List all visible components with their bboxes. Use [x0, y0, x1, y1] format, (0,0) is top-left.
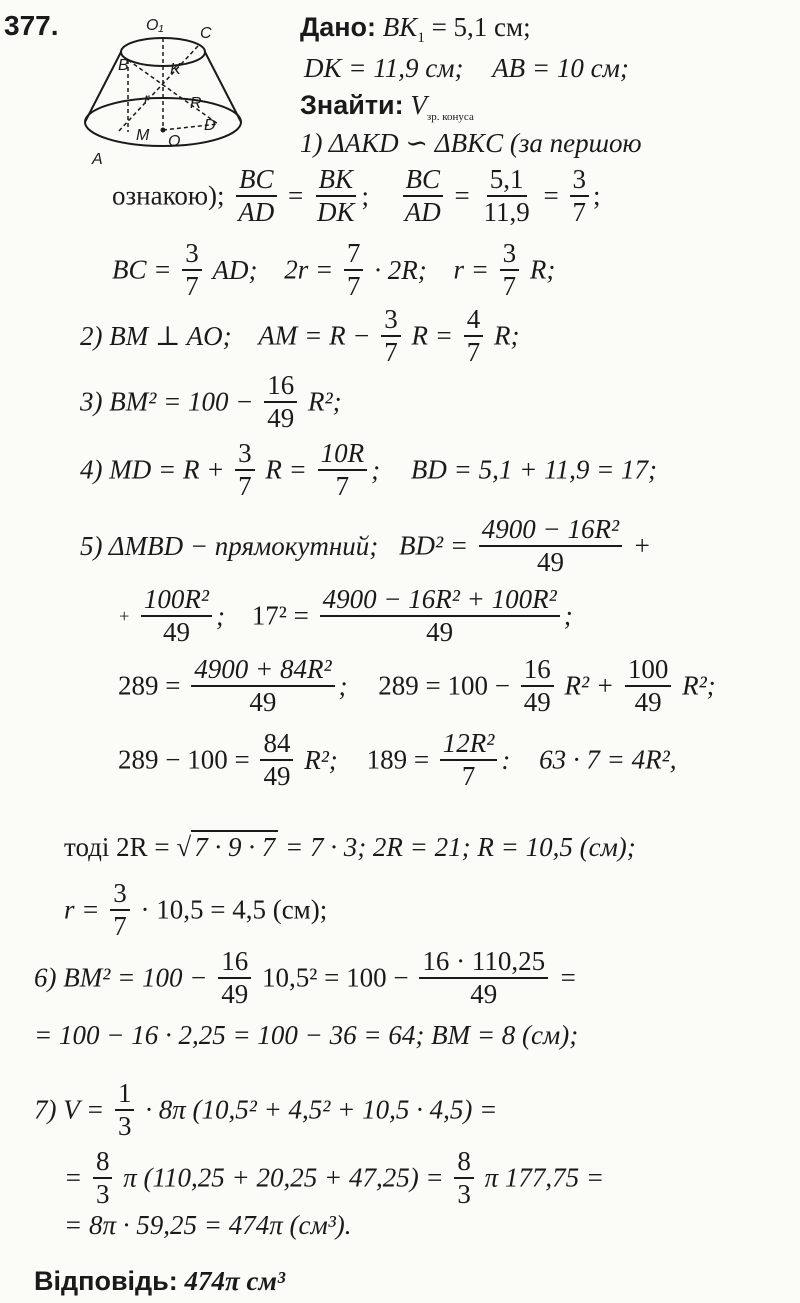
sqrt-radicand: 7 · 9 · 7	[191, 830, 278, 862]
truncated-cone-figure	[78, 12, 248, 172]
given-bk-sub: 1	[417, 30, 425, 46]
given-label: Дано:	[300, 12, 377, 42]
label-b: B	[118, 57, 129, 74]
step7: 7) V = $\frac{1}{3}$ · 8π (10,5² + 4,5² + 10,5 · 4,5) =	[34, 1078, 498, 1141]
step5: 5) ΔMBD − прямокутний; BD² = $\frac{\text{4900 − 16R²}}{49}$ +	[80, 514, 652, 577]
answer-value: 474π см³	[184, 1266, 286, 1296]
step5f: r = $\frac{3}{7}$ · 10,5 = 4,5 (см);	[64, 878, 328, 941]
given-line-2	[304, 55, 629, 82]
step2: 2) BM ⊥ AO; AM = R − $\frac{3}{7}$ R = $\frac{4}{7}$ R;	[80, 304, 520, 367]
label-k: K	[170, 61, 181, 78]
given-ab: AB = 10 см;	[492, 53, 629, 83]
given-line-1	[300, 14, 531, 46]
step1-cont: ознакою);	[112, 180, 225, 211]
frac-3-7: $\frac{3}{7}$	[570, 166, 590, 226]
answer	[34, 1268, 285, 1295]
label-o: O	[168, 133, 181, 150]
find-label: Знайти:	[300, 90, 404, 120]
step7b: = $\frac{8}{3}$ π (110,25 + 20,25 + 47,25) = $\frac{8}{3}$ π 177,75 =	[64, 1146, 605, 1209]
step3: 3) BM² = 100 − $\frac{16}{49}$ R²;	[80, 370, 342, 433]
frac-bc-ad-2: $\frac{BC}{AD}$	[402, 166, 444, 226]
step5b: + $\frac{\text{100R²}}{49}$ ; 17² = $\frac{\text{4900 − 16R² + 100R²}}{49}$ ;	[118, 584, 573, 647]
label-m: M	[136, 127, 150, 144]
label-o1: O₁	[146, 17, 164, 34]
step5e: тоді 2R = √ 7 · 9 · 7 = 7 · 3; 2R = 21; R = 10,5 (см);	[64, 832, 636, 862]
given-dk: DK = 11,9 см;	[304, 53, 464, 83]
problem-number: 377.	[4, 10, 59, 41]
frac-bk-dk: $\frac{BK}{DK}$	[317, 164, 355, 227]
given-bk: BK	[382, 12, 418, 42]
find-v: V	[410, 90, 427, 120]
step1-lead: 1) ΔAKD ∽ ΔBKC (за першою	[300, 128, 642, 158]
step5c: 289 = $\frac{\text{4900 + 84R²}}{49}$ ; 289 = 100 − $\frac{16}{49}$ R² + $\frac{100}{49}$ R²;	[118, 654, 716, 717]
answer-label: Відповідь:	[34, 1266, 178, 1296]
step6: 6) BM² = 100 − $\frac{16}{49}$ 10,5² = 100 − $\frac{16 \cdot 110,25}{49}$ =	[34, 946, 578, 1009]
label-a: A	[92, 151, 103, 168]
label-c: C	[200, 25, 212, 42]
label-r-small: r	[144, 91, 150, 108]
frac-bc-ad: $\frac{BC}{AD}$	[235, 166, 277, 226]
step5d: 289 − 100 = $\frac{84}{49}$ R²; 189 = $\frac{\text{12R²}}{7}$ : 63 · 7 = 4R²,	[118, 728, 677, 791]
step7c: = 8π · 59,25 = 474π (см³).	[64, 1210, 352, 1240]
frac-51-119: $\frac{5,1}{11,9}$	[483, 164, 530, 227]
step6b: = 100 − 16 · 2,25 = 100 − 36 = 64; BM = 8 (см);	[34, 1020, 579, 1050]
find-sub: зр. конуса	[426, 111, 474, 123]
step1-ratios: ознакою); $\frac{BC}{AD}$ = $\frac{BK}{DK}$ ; $\frac{BC}{AD}$ = $\frac{5,1}{11,9}$ = $\frac{3}{7}$ ;	[112, 164, 601, 227]
given-bk-value: = 5,1 см;	[431, 12, 531, 42]
step1b: BC = $\frac{3}{7}$ AD; 2r = $\frac{7}{7}$ · 2R; r = $\frac{3}{7}$ R;	[112, 238, 556, 301]
step4: 4) MD = R + $\frac{3}{7}$ R = $\frac{10R}{7}$ ; BD = 5,1 + 11,9 = 17;	[80, 438, 658, 501]
label-d: D	[204, 117, 216, 134]
label-r-big: R	[190, 95, 202, 112]
find-line	[300, 92, 474, 123]
